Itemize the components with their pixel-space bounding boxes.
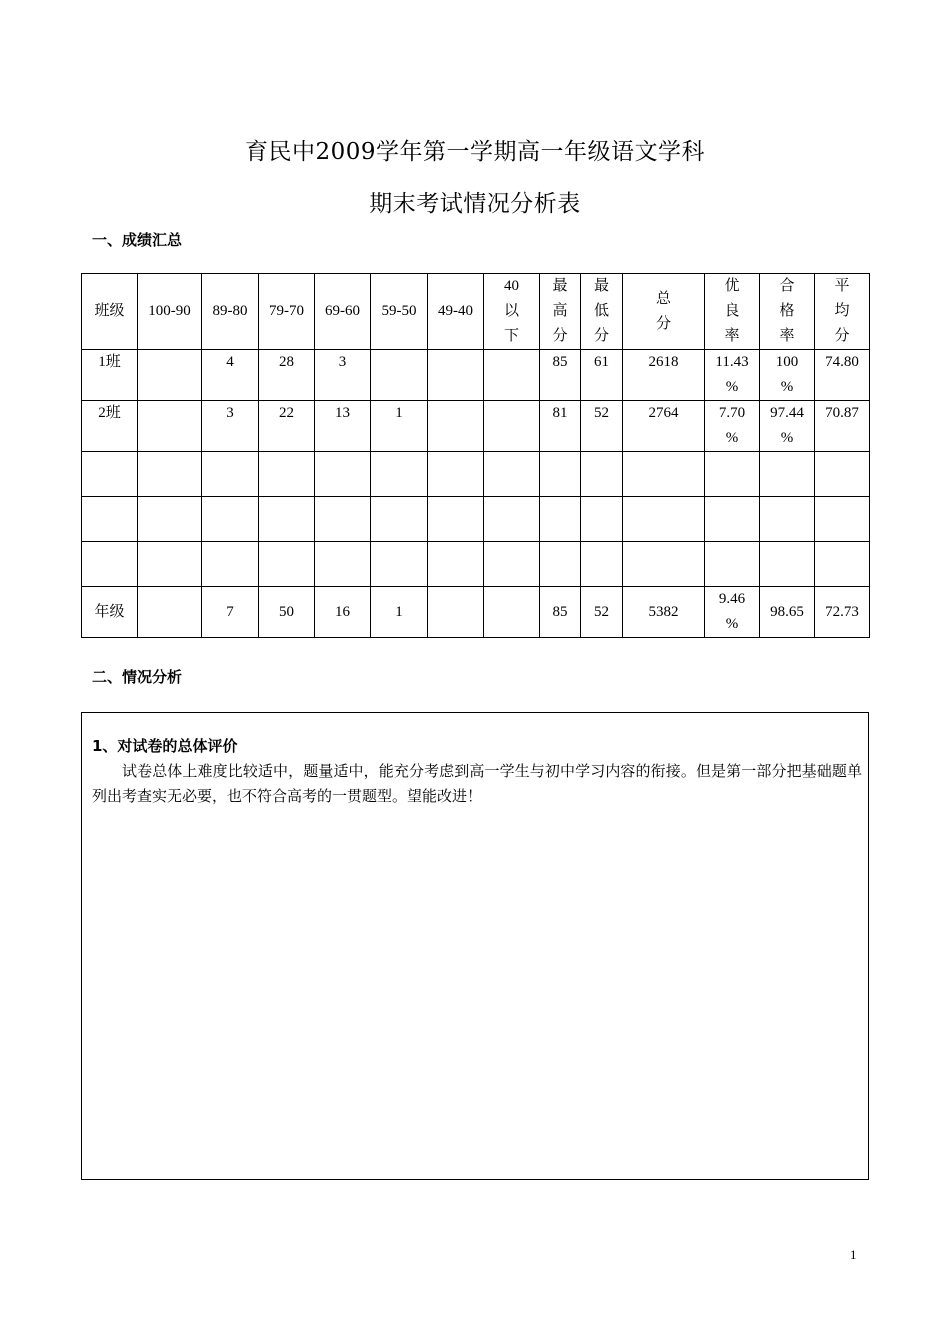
cell-49-40 bbox=[428, 350, 484, 401]
empty-cell bbox=[82, 497, 138, 542]
empty-cell bbox=[428, 542, 484, 587]
empty-cell bbox=[581, 497, 623, 542]
cell-min-score: 61 bbox=[581, 350, 623, 401]
document-title-line1: 育民中2009学年第一学期高一年级语文学科 bbox=[244, 139, 706, 165]
header-89-80: 89-80 bbox=[202, 274, 259, 350]
empty-cell bbox=[623, 542, 705, 587]
empty-cell bbox=[371, 452, 428, 497]
cell-pass-rate: 98.65 bbox=[760, 587, 815, 638]
empty-cell bbox=[202, 452, 259, 497]
empty-cell bbox=[623, 497, 705, 542]
header-class: 班级 bbox=[82, 274, 138, 350]
header-average-score: 平均分 bbox=[815, 274, 870, 350]
header-excellent-rate: 优良率 bbox=[705, 274, 760, 350]
page-number: 1 bbox=[850, 1247, 857, 1262]
cell-89-80: 3 bbox=[202, 401, 259, 452]
analysis-paragraph: 试卷总体上难度比较适中，题量适中，能充分考虑到高一学生与初中学习内容的衔接。但是第一部分把基础题单列出考查实无必要，也不符合高考的一贯题型。望能改进！ bbox=[92, 762, 862, 805]
cell-min-score: 52 bbox=[581, 587, 623, 638]
cell-59-50: 1 bbox=[371, 587, 428, 638]
cell-excellent-rate: 7.70 % bbox=[705, 401, 760, 452]
cell-total-score: 2764 bbox=[623, 401, 705, 452]
empty-cell bbox=[705, 497, 760, 542]
cell-excellent-rate: 11.43 % bbox=[705, 350, 760, 401]
empty-cell bbox=[202, 497, 259, 542]
cell-max-score: 85 bbox=[540, 587, 581, 638]
header-59-50: 59-50 bbox=[371, 274, 428, 350]
empty-cell bbox=[815, 452, 870, 497]
header-pass-rate: 合格率 bbox=[760, 274, 815, 350]
cell-excellent-rate: 9.46 % bbox=[705, 587, 760, 638]
empty-cell bbox=[138, 452, 202, 497]
table-row-class-1 bbox=[82, 350, 870, 401]
empty-cell bbox=[540, 497, 581, 542]
cell-average-score: 72.73 bbox=[815, 587, 870, 638]
empty-cell bbox=[760, 542, 815, 587]
document-title-line2: 期末考试情况分析表 bbox=[369, 191, 581, 217]
empty-cell bbox=[581, 542, 623, 587]
empty-cell bbox=[315, 542, 371, 587]
empty-cell bbox=[138, 542, 202, 587]
empty-cell bbox=[484, 542, 540, 587]
cell-total-score: 5382 bbox=[623, 587, 705, 638]
cell-79-70: 50 bbox=[259, 587, 315, 638]
cell-49-40 bbox=[428, 587, 484, 638]
header-49-40: 49-40 bbox=[428, 274, 484, 350]
empty-cell bbox=[428, 497, 484, 542]
empty-cell bbox=[705, 542, 760, 587]
cell-average-score: 70.87 bbox=[815, 401, 870, 452]
empty-cell bbox=[760, 452, 815, 497]
empty-cell bbox=[705, 452, 760, 497]
section-heading-score-summary: 一、成绩汇总 bbox=[92, 231, 183, 249]
cell-59-50 bbox=[371, 350, 428, 401]
analysis-box bbox=[81, 712, 869, 1180]
cell-79-70: 22 bbox=[259, 401, 315, 452]
header-69-60: 69-60 bbox=[315, 274, 371, 350]
empty-cell bbox=[581, 452, 623, 497]
empty-cell bbox=[259, 542, 315, 587]
cell-100-90 bbox=[138, 587, 202, 638]
cell-min-score: 52 bbox=[581, 401, 623, 452]
cell-69-60: 3 bbox=[315, 350, 371, 401]
empty-cell bbox=[82, 452, 138, 497]
header-below-40: 40以下 bbox=[484, 274, 540, 350]
cell-below-40 bbox=[484, 587, 540, 638]
empty-cell bbox=[371, 542, 428, 587]
cell-total-score: 2618 bbox=[623, 350, 705, 401]
analysis-heading: 1、对试卷的总体评价 bbox=[92, 737, 238, 755]
empty-cell bbox=[623, 452, 705, 497]
table-row-empty bbox=[82, 542, 870, 587]
empty-cell bbox=[259, 452, 315, 497]
table-row-grade-total bbox=[82, 587, 870, 638]
cell-59-50: 1 bbox=[371, 401, 428, 452]
cell-100-90 bbox=[138, 350, 202, 401]
empty-cell bbox=[484, 497, 540, 542]
empty-cell bbox=[484, 452, 540, 497]
empty-cell bbox=[760, 497, 815, 542]
empty-cell bbox=[315, 497, 371, 542]
cell-69-60: 13 bbox=[315, 401, 371, 452]
cell-pass-rate: 100 % bbox=[760, 350, 815, 401]
table-header-row bbox=[82, 274, 870, 350]
empty-cell bbox=[540, 542, 581, 587]
cell-class: 2班 bbox=[82, 401, 138, 452]
empty-cell bbox=[815, 542, 870, 587]
table-row-class-2 bbox=[82, 401, 870, 452]
cell-pass-rate: 97.44 % bbox=[760, 401, 815, 452]
empty-cell bbox=[138, 497, 202, 542]
cell-class: 年级 bbox=[82, 587, 138, 638]
empty-cell bbox=[428, 452, 484, 497]
cell-max-score: 85 bbox=[540, 350, 581, 401]
empty-cell bbox=[202, 542, 259, 587]
cell-49-40 bbox=[428, 401, 484, 452]
cell-89-80: 4 bbox=[202, 350, 259, 401]
cell-below-40 bbox=[484, 401, 540, 452]
empty-cell bbox=[315, 452, 371, 497]
empty-cell bbox=[82, 542, 138, 587]
table-row-empty bbox=[82, 452, 870, 497]
cell-79-70: 28 bbox=[259, 350, 315, 401]
cell-69-60: 16 bbox=[315, 587, 371, 638]
header-max-score: 最高分 bbox=[540, 274, 581, 350]
header-total-score: 总分 bbox=[623, 274, 705, 350]
cell-class: 1班 bbox=[82, 350, 138, 401]
cell-100-90 bbox=[138, 401, 202, 452]
header-min-score: 最低分 bbox=[581, 274, 623, 350]
cell-89-80: 7 bbox=[202, 587, 259, 638]
empty-cell bbox=[371, 497, 428, 542]
header-79-70: 79-70 bbox=[259, 274, 315, 350]
cell-below-40 bbox=[484, 350, 540, 401]
score-summary-table bbox=[81, 273, 870, 638]
empty-cell bbox=[259, 497, 315, 542]
empty-cell bbox=[540, 452, 581, 497]
section-heading-analysis: 二、情况分析 bbox=[92, 668, 183, 686]
table-row-empty bbox=[82, 497, 870, 542]
cell-max-score: 81 bbox=[540, 401, 581, 452]
cell-average-score: 74.80 bbox=[815, 350, 870, 401]
header-100-90: 100-90 bbox=[138, 274, 202, 350]
empty-cell bbox=[815, 497, 870, 542]
